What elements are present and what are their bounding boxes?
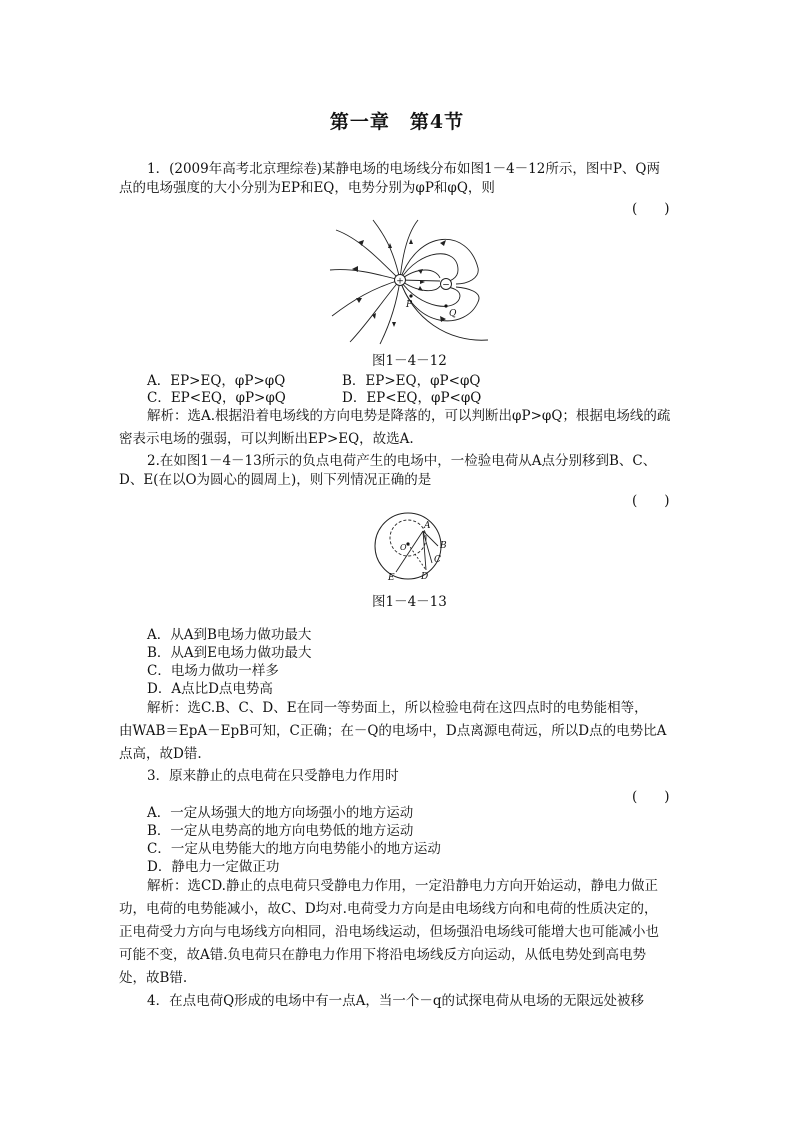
q3-analysis-line2: 功，电荷的电势能减小，故C、D均对.电荷受力方向是由电场线方向和电荷的性质决定的，: [119, 901, 658, 917]
q1-stem-line2: 点的电场强度的大小分别为EP和EQ，电势分别为φP和φQ，则: [119, 180, 495, 196]
q1-answer-paren: ( ): [632, 201, 670, 217]
q3-analysis-line4: 可能不变，故A错.负电荷只在静电力作用下将沿电场线反方向运动，从低电势处到高电势: [119, 947, 647, 963]
q2-option-d: D．A点比D点电势高: [147, 681, 273, 697]
q2-analysis-line1: 解析：选C.B、C、D、E在同一等势面上，所以检验电荷在这四点时的电势能相等，: [147, 700, 648, 716]
q3-analysis-line5: 处，故B错.: [119, 970, 188, 986]
figure-1-4-12-field-lines: [328, 218, 493, 346]
q3-analysis-line1: 解析：选CD.静止的点电荷只受静电力作用，一定沿静电力方向开始运动，静电力做正: [147, 878, 658, 894]
q3-option-c: C．一定从电势能大的地方向电势能小的地方运动: [147, 841, 441, 857]
figure-label-e: E: [388, 573, 395, 583]
figure-label-q: Q: [449, 309, 457, 319]
q2-stem-line2: D、E(在以O为圆心的圆周上)，则下列情况正确的是: [119, 472, 432, 488]
q1-stem-line1: 1．(2009年高考北京理综卷)某静电场的电场线分布如图1－4－12所示，图中P、Q两: [147, 161, 660, 177]
q1-analysis-line2: 密表示电场的强弱，可以判断出EP>EQ，故选A.: [119, 431, 414, 447]
q2-option-b: B．从A到E电场力做功最大: [147, 645, 312, 661]
q3-answer-paren: ( ): [632, 789, 670, 805]
page-title: 第一章 第4节: [329, 111, 465, 133]
q2-answer-paren: ( ): [632, 493, 670, 509]
figure-1-4-13-equipotential: [370, 508, 455, 584]
figure-label-b: B: [440, 541, 447, 551]
q4-stem-line1: 4．在点电荷Q形成的电场中有一点A，当一个－q的试探电荷从电场的无限远处被移: [147, 993, 645, 1009]
figure-label-c: C: [434, 555, 441, 565]
figure-label-minus: −: [442, 280, 450, 291]
q1-option-c: C．EP<EQ，φP>φQ: [147, 390, 286, 406]
figure-caption-1-4-13: 图1－4－13: [372, 594, 447, 610]
figure-label-plus: +: [396, 276, 404, 287]
dashed-circle: [390, 520, 426, 556]
q1-analysis-line1: 解析：选A.根据沿着电场线的方向电势是降落的，可以判断出φP>φQ；根据电场线的疏: [147, 408, 671, 424]
figure-label-o: O: [400, 543, 407, 552]
outer-circle: [375, 513, 441, 579]
q1-option-d: D．EP<EQ，φP<φQ: [342, 390, 482, 406]
point-q-marker: [444, 304, 447, 307]
point-p-marker: [409, 294, 412, 297]
q2-option-c: C．电场力做功一样多: [147, 663, 279, 679]
figure-label-d: D: [421, 572, 429, 582]
q3-analysis-line3: 正电荷受力方向与电场线方向相同，沿电场线运动，但场强沿电场线可能增大也可能减小也: [119, 924, 659, 940]
q1-option-a: A．EP>EQ，φP>φQ: [147, 373, 286, 389]
figure-label-p: P: [406, 300, 413, 310]
q2-stem-line1: 2.在如图1－4－13所示的负点电荷产生的电场中，一检验电荷从A点分别移到B、C、: [147, 453, 657, 469]
q1-option-b: B．EP>EQ，φP<φQ: [342, 373, 481, 389]
q2-analysis-line3: 点高，故D错.: [119, 746, 202, 762]
figure-caption-1-4-12: 图1－4－12: [372, 353, 447, 369]
q3-stem-line1: 3．原来静止的点电荷在只受静电力作用时: [147, 768, 399, 784]
q2-analysis-line2: 由WAB＝EpA－EpB可知，C正确；在－Q的电场中，D点离源电荷远，所以D点的电势比A: [119, 723, 667, 739]
q3-option-d: D．静电力一定做正功: [147, 859, 280, 875]
q3-option-b: B．一定从电势高的地方向电势低的地方运动: [147, 823, 414, 839]
figure-label-a: A: [424, 521, 431, 531]
q2-option-a: A．从A到B电场力做功最大: [147, 627, 312, 643]
q3-option-a: A．一定从场强大的地方向场强小的地方运动: [147, 805, 414, 821]
